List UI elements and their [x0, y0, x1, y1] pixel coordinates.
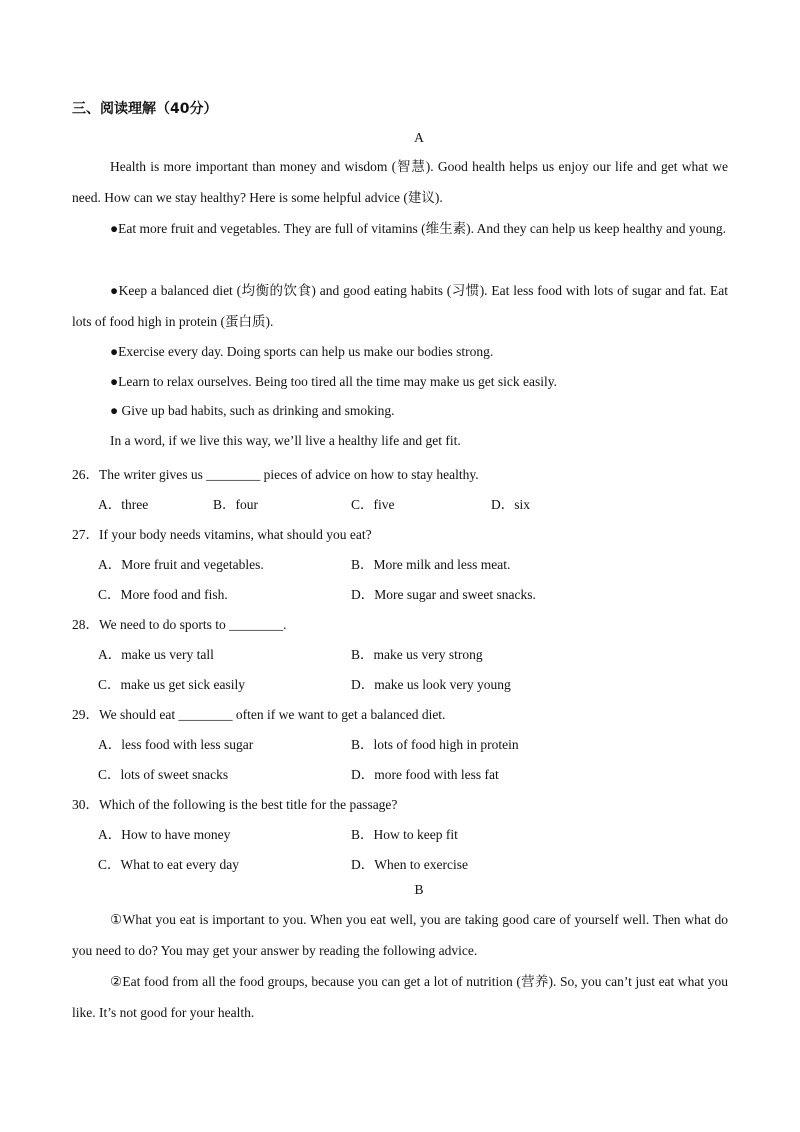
question-30-option-a[interactable]: A．How to have money	[98, 827, 231, 842]
question-30-option-c[interactable]: C．What to eat every day	[98, 857, 239, 872]
passage-b-paragraph-1: ①What you eat is important to you. When you eat well, you are taking good care of yourself well. Then what do you need to do? You may get your answer by reading the following advice.	[72, 912, 728, 958]
question-29-option-a[interactable]: A．less food with less sugar	[98, 737, 254, 752]
passage-b-label: B	[414, 882, 424, 897]
question-28-option-c[interactable]: C．make us get sick easily	[98, 677, 245, 692]
passage-a-conclusion: In a word, if we live this way, we’ll live a healthy life and get fit.	[110, 433, 461, 448]
question-27-option-d[interactable]: D．More sugar and sweet snacks.	[351, 587, 536, 602]
question-26-option-a[interactable]: A．three	[98, 497, 149, 512]
section-title: 三、阅读理解（40分）	[72, 101, 218, 117]
question-28-option-d[interactable]: D．make us look very young	[351, 677, 511, 692]
question-27-option-c[interactable]: C．More food and fish.	[98, 587, 228, 602]
question-27-stem: 27．If your body needs vitamins, what should you eat?	[72, 527, 372, 542]
question-27-option-a[interactable]: A．More fruit and vegetables.	[98, 557, 264, 572]
question-30-option-d[interactable]: D．When to exercise	[351, 857, 468, 872]
passage-a-tip-3: ●Exercise every day. Doing sports can help us make our bodies strong.	[110, 344, 494, 359]
passage-b-paragraph-2: ②Eat food from all the food groups, because you can get a lot of nutrition (营养). So, you can’t just eat what you like. It’s not good for your health.	[72, 974, 728, 1020]
question-28-stem: 28．We need to do sports to ________.	[72, 617, 287, 632]
passage-a-tip-4: ●Learn to relax ourselves. Being too tired all the time may make us get sick easily.	[110, 374, 558, 389]
passage-a-tip-5: ● Give up bad habits, such as drinking and smoking.	[110, 403, 395, 418]
question-26-option-c[interactable]: C．five	[351, 497, 395, 512]
question-29-option-d[interactable]: D．more food with less fat	[351, 767, 499, 782]
question-29-option-c[interactable]: C．lots of sweet snacks	[98, 767, 229, 782]
question-29-stem: 29．We should eat ________ often if we want to get a balanced diet.	[72, 707, 446, 722]
passage-a-tip-1: ●Eat more fruit and vegetables. They are full of vitamins (维生素). And they can help us keep healthy and young.	[110, 221, 726, 236]
question-29-option-b[interactable]: B．lots of food high in protein	[351, 737, 519, 752]
question-28-option-b[interactable]: B．make us very strong	[351, 647, 483, 662]
passage-a-tip-2: ●Keep a balanced diet (均衡的饮食) and good eating habits (习惯). Eat less food with lots of sugar and fat. Eat lots of food high in protein (蛋白质).	[72, 283, 728, 329]
question-26-option-b[interactable]: B．four	[213, 497, 258, 512]
question-27-option-b[interactable]: B．More milk and less meat.	[351, 557, 511, 572]
question-30-option-b[interactable]: B．How to keep fit	[351, 827, 458, 842]
question-28-option-a[interactable]: A．make us very tall	[98, 647, 214, 662]
question-30-stem: 30．Which of the following is the best title for the passage?	[72, 797, 398, 812]
passage-a-label: A	[414, 130, 424, 145]
question-26-option-d[interactable]: D．six	[491, 497, 531, 512]
passage-a-intro: Health is more important than money and wisdom (智慧). Good health helps us enjoy our life and get what we need. How can we stay healthy? Here is some helpful advice (建议).	[72, 159, 728, 205]
question-26-stem: 26．The writer gives us ________ pieces of advice on how to stay healthy.	[72, 467, 479, 482]
